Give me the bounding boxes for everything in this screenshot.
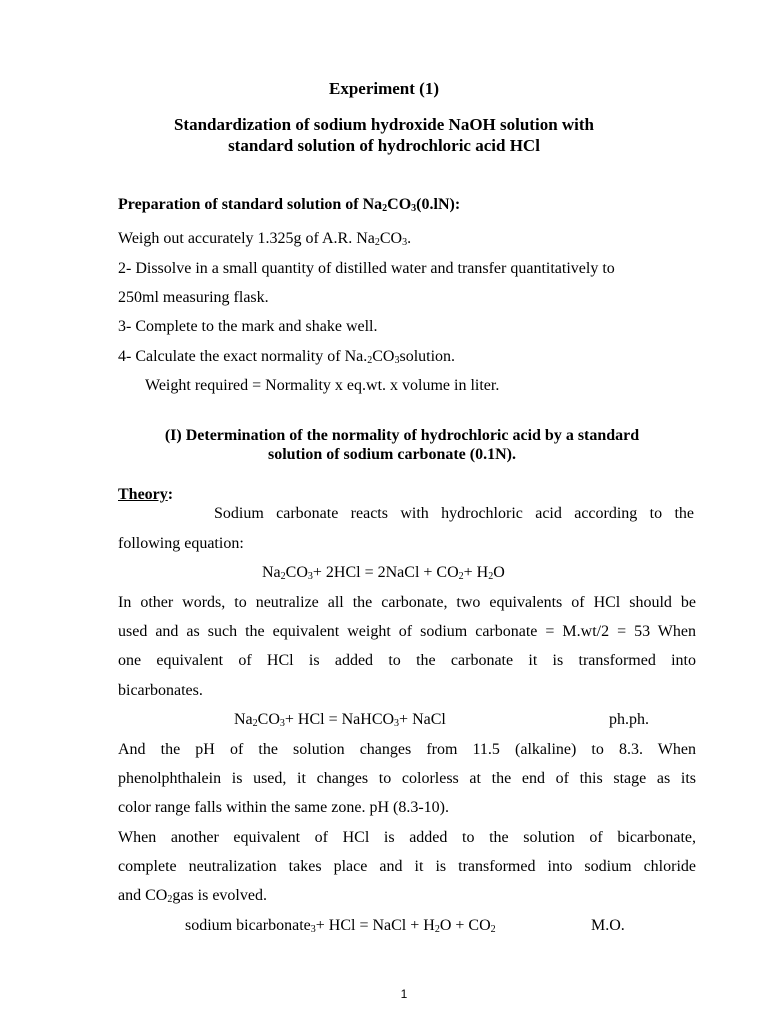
subtitle-line-1: Standardization of sodium hydroxide NaOH solution with [173,115,595,134]
equation-2-indicator: ph.ph. [609,711,649,728]
theory-p2-line-2: used and as such the equivalent weight of sodium carbonate = M.wt/2 = 53 When [118,623,696,640]
theory-p3-line-2: phenolphthalein is used, it changes to colorless at the end of this stage as its [118,770,696,787]
prep-step-4: 4- Calculate the exact normality of $Na._2CO_3solution$. [118,348,456,366]
prep-step-3: 3- Complete to the mark and shake well. [118,318,378,335]
section-1-heading-line-2: solution of sodium carbonate (0.1N). [267,446,516,463]
weight-formula: Weight required = Normality x eq.wt. x volume in liter. [145,377,500,394]
subtitle-line-2: standard solution of hydrochloric acid HCl [228,136,540,155]
page-number: 1 [400,987,408,1001]
theory-p4-line-3: and $CO_2gas$ is evolved. [118,887,267,905]
theory-p1-line-2: following equation: [118,535,244,552]
preparation-heading: Preparation of standard solution of $Na_2CO_3(0.lN)$: [118,196,461,214]
theory-p4-line-1: When another equivalent of HCl is added to the solution of bicarbonate, [118,829,696,846]
equation-3: sodium bicarbonate$_3$+ HCl = NaCl + $H_2O + CO_2$ [185,917,496,935]
prep-step-2-line-1: 2- Dissolve in a small quantity of distilled water and transfer quantitatively to [118,260,615,277]
theory-p3-line-1: And the pH of the solution changes from 11.5 (alkaline) to 8.3. When [118,741,696,758]
theory-p2-line-3: one equivalent of HCl is added to the carbonate it is transformed into [118,652,696,669]
equation-1: $Na_2CO_3+ 2HCl$ = 2NaCl + $CO_2+ H_2O$ [262,564,505,582]
experiment-title: Experiment (1) [328,79,439,98]
section-1-heading-line-1: (I) Determination of the normality of hydrochloric acid by a standard [164,427,640,444]
theory-p2-line-1: In other words, to neutralize all the carbonate, two equivalents of HCl should be [118,594,696,611]
prep-step-2-line-2: 250ml measuring flask. [118,289,269,306]
theory-p2-line-4: bicarbonates. [118,682,203,699]
theory-p1-line-1: Sodium carbonate reacts with hydrochloric acid according to the [214,505,694,522]
theory-p3-line-3: color range falls within the same zone. pH (8.3-10). [118,799,450,816]
theory-label: Theory: [118,486,174,503]
equation-3-indicator: M.O. [591,917,625,934]
equation-2: $Na_2CO_3+$ HCl = NaHCO$_3$+ NaCl [234,711,446,729]
theory-p4-line-2: complete neutralization takes place and it is transformed into sodium chloride [118,858,696,875]
prep-step-1: Weigh out accurately 1.325g of A.R. $Na_2CO_3$. [118,230,412,248]
